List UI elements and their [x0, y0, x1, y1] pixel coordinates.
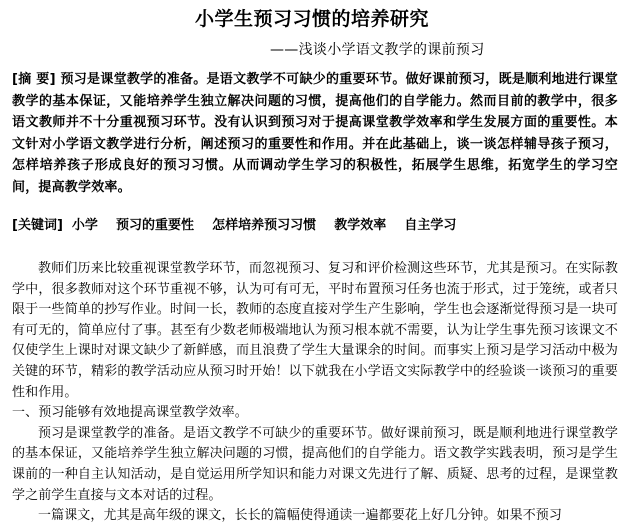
document-title: 小学生预习习惯的培养研究 — [194, 8, 429, 30]
abstract-paragraph: [摘 要] 预习是课堂教学的准备。是语文教学不可缺少的重要环节。做好课前预习，既是顺利地进行课堂教学的基本保证，又能培养学生独立解决问题的习惯，提高他们的自学能力。然而目前的教学中，很多语文教师并不十分重视预习环节。没有认识到预习对于提高课堂教学效率和学生发展方面的重要性。本文针对小学语文教学进行分析，阐述预习的重要性和作用。并在此基础上，谈一谈怎样辅导孩子预习，怎样培养孩子形成良好的预习习惯。从而调动学生学习的积极性，拓展学生思维，拓宽学生的学习空间，提高教学效率。 — [12, 72, 618, 195]
keywords-line: [关键词] 小学 预习的重要性 怎样培养预习习惯 教学效率 自主学习 — [12, 218, 457, 233]
section-heading-1: 一、预习能够有效地提高课堂教学效率。 — [12, 405, 248, 421]
document-subtitle: ——浅谈小学语文教学的课前预习 — [270, 42, 485, 58]
body-paragraph-3: 一篇课文，尤其是高年级的课文，长长的篇幅使得通读一遍都要花上好几分钟。如果不预习 — [38, 508, 563, 524]
body-text — [12, 259, 618, 527]
body-paragraph-1: 教师们历来比较重视课堂教学环节，而忽视预习、复习和评价检测这些环节，尤其是预习。在实际教学中，很多教师对这个环节重视不够，认为可有可无，平时布置预习任务也流于形式，过于笼统，或者只限于一些简单的抄写作业。时间一长，教师的态度直接对学生产生影响，学生也会逐渐觉得预习是一块可有可无的，简单应付了事。甚至有少数老师极端地认为预习根本就不需要，认为让学生事先预习该课文不仅使学生上课时对课文缺少了新鲜感，而且浪费了学生大量课余的时间。而事实上预习是学习活动中极为关键的环节，精彩的教学活动应从预习时开始！以下就我在小学语文实际教学中的经验谈一谈预习的重要性和作用。 — [12, 261, 618, 400]
body-paragraph-2: 预习是课堂教学的准备。是语文教学不可缺少的重要环节。做好课前预习，既是顺利地进行课堂教学的基本保证，又能培养学生独立解决问题的习惯，提高他们的自学能力。语文教学实践表明，预习是学生课前的一种自主认知活动，是自觉运用所学知识和能力对课文先进行了解、质疑、思考的过程，是课堂教学之前学生直接与文本对话的过程。 — [12, 425, 618, 503]
